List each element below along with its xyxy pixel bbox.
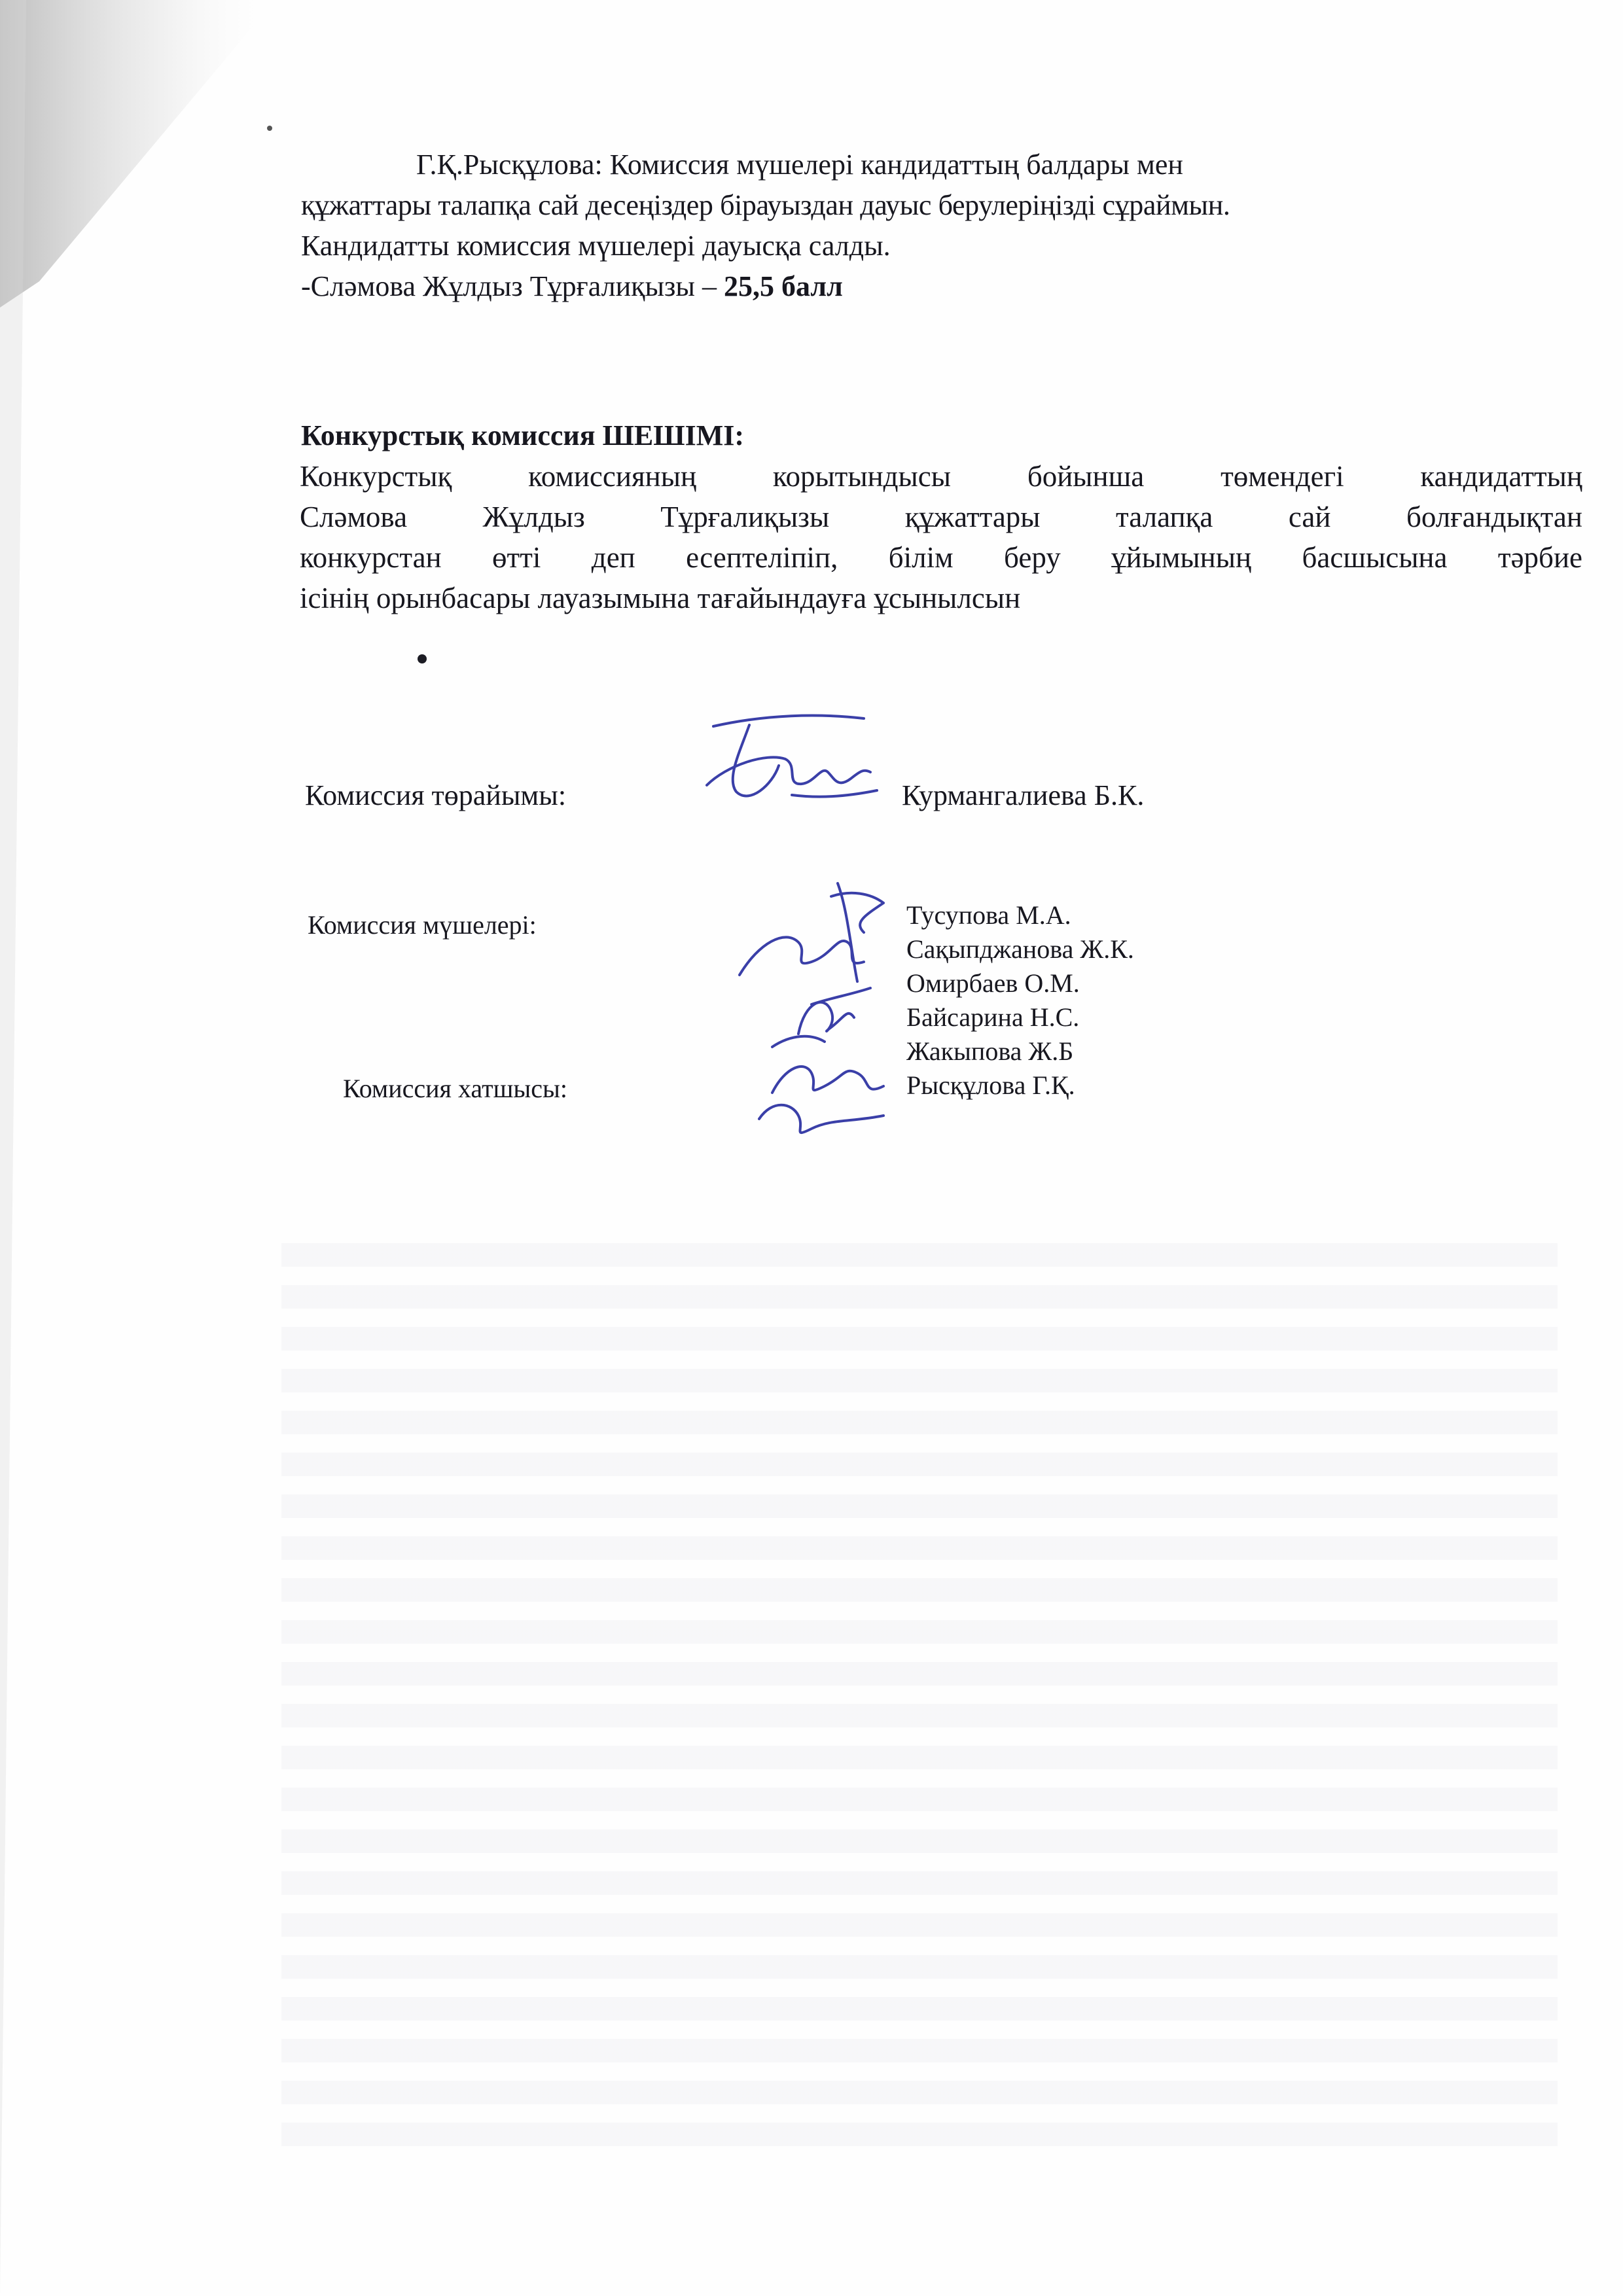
bullet-point <box>418 654 427 663</box>
member-name-2: Сақыпджанова Ж.К. <box>906 934 1134 964</box>
candidate-score: 25,5 балл <box>724 270 843 302</box>
candidate-score-line <box>301 270 843 304</box>
chair-label: Комиссия төрайымы: <box>305 779 567 811</box>
member-name-3: Омирбаев О.М. <box>906 968 1080 998</box>
decision-line-4: ісінің орынбасары лауазымына тағайындауға ұсынылсын <box>300 582 1021 614</box>
decision-heading: Конкурстық комиссия ШЕШІМІ: <box>301 419 744 451</box>
chair-name: Курмангалиева Б.К. <box>902 779 1145 811</box>
intro-line-1: Г.Қ.Рысқұлова: Комиссия мүшелері кандидаттың балдары мен <box>416 149 1183 181</box>
decision-line-2: Сләмова Жұлдыз Тұрғалиқызы құжаттары талапқа сай болғандықтан <box>300 501 1582 533</box>
secretary-label: Комиссия хатшысы: <box>343 1074 568 1103</box>
members-label: Комиссия мүшелері: <box>308 910 537 940</box>
member-name-4: Байсарина Н.С. <box>906 1002 1080 1032</box>
chair-signature <box>687 707 883 818</box>
member-signatures <box>733 870 910 1145</box>
member-name-5: Жакыпова Ж.Б <box>906 1036 1074 1066</box>
decision-line-1: Конкурстық комиссияның корытындысы бойынша төмендегі кандидаттың <box>300 460 1582 493</box>
decision-line-3: конкурстан өтті деп есептеліпіп, білім беру ұйымының басшысына тәрбие <box>300 541 1582 574</box>
member-name-1: Тусупова М.А. <box>906 900 1071 930</box>
intro-line-2: құжаттары талапқа сай десеңіздер бірауыздан дауыс берулеріңізді сұраймын. <box>301 189 1230 221</box>
candidate-name: -Сләмова Жұлдыз Тұрғалиқызы – <box>301 270 724 302</box>
intro-line-3: Кандидатты комиссия мүшелері дауысқа салды. <box>301 230 891 262</box>
bleed-through-texture <box>281 1243 1558 2159</box>
secretary-name: Рысқұлова Г.Қ. <box>906 1070 1075 1100</box>
